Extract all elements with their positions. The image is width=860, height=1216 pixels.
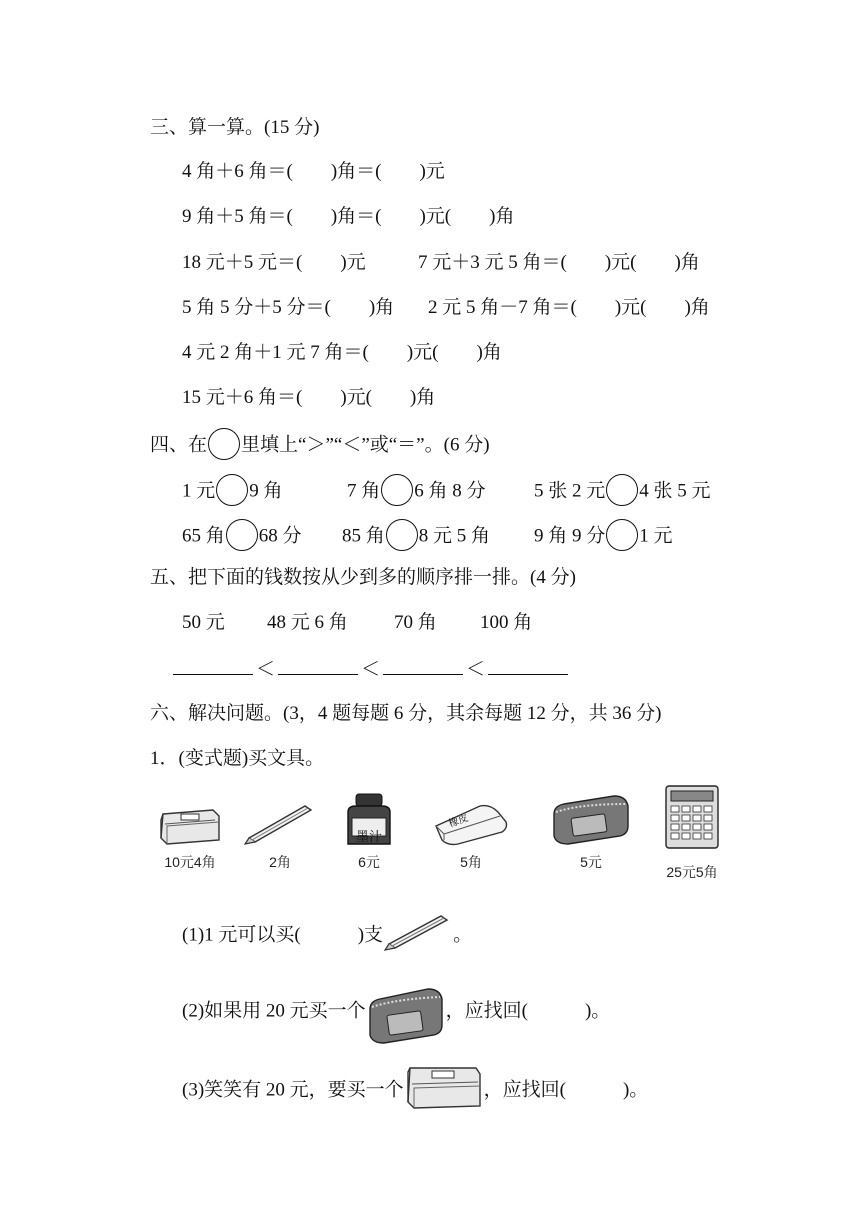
calculator-icon <box>660 784 724 850</box>
section-4-title-a: 四、在 <box>150 434 208 456</box>
problem-line: 9 角＋5 角＝( )角＝( )元( )角 <box>182 206 515 227</box>
order-blanks <box>173 656 568 682</box>
pencil-box-item <box>155 800 225 880</box>
pencil-inline <box>383 912 453 952</box>
compare-item: 65 角 68 分 <box>182 521 302 553</box>
price-label: 5角 <box>460 854 482 870</box>
price-label: 10元4角 <box>164 854 216 870</box>
problem-line: 4 角＋6 角＝( )角＝( )元 <box>182 161 445 182</box>
pencil-item <box>243 800 317 880</box>
compare-item: 9 角 9 分 1 元 <box>534 521 673 553</box>
pencil-box-icon <box>404 1060 484 1114</box>
compare-circle[interactable] <box>606 519 638 551</box>
price-label: 6元 <box>358 854 380 870</box>
problem-line: 5 角 5 分＋5 分＝( )角 <box>182 297 395 318</box>
eraser-label: 橡皮 <box>447 812 470 830</box>
amount: 70 角 <box>394 612 437 633</box>
pencil-box-inline <box>404 1060 484 1114</box>
pencil-box-icon <box>155 800 225 848</box>
compare-circle[interactable] <box>381 474 413 506</box>
compare-circle-icon <box>208 428 240 460</box>
section-4-title <box>150 430 490 462</box>
less-than-sign: ＜ <box>361 659 381 680</box>
compare-item: 7 角 6 角 8 分 <box>347 476 486 508</box>
sub-question-3: (3)笑笑有 20 元，要买一个 ，应找回( )。 <box>182 1064 648 1118</box>
section-3-title: 三、算一算。(15 分) <box>150 117 320 138</box>
section-5-title: 五、把下面的钱数按从少到多的顺序排一排。(4 分) <box>150 567 576 588</box>
pencil-case-inline <box>366 985 446 1047</box>
compare-item: 5 张 2 元 4 张 5 元 <box>534 476 711 508</box>
section-4-title-b: 里填上“＞”“＜”或“＝”。(6 分) <box>241 434 490 456</box>
problem-line: 15 元＋6 角＝( )元( )角 <box>182 387 436 408</box>
pencil-case-item <box>550 792 632 880</box>
calculator-item <box>660 784 724 880</box>
problem-line: 18 元＋5 元＝( )元 <box>182 252 366 273</box>
price-label: 25元5角 <box>666 864 718 880</box>
problem-line: 4 元 2 角＋1 元 7 角＝( )元( )角 <box>182 342 502 363</box>
less-than-sign: ＜ <box>466 659 486 680</box>
compare-circle[interactable] <box>216 474 248 506</box>
pencil-case-icon <box>550 792 632 848</box>
amount: 48 元 6 角 <box>267 612 348 633</box>
problem-line: 7 元＋3 元 5 角＝( )元( )角 <box>418 252 700 273</box>
less-than-sign: ＜ <box>256 659 276 680</box>
compare-circle[interactable] <box>606 474 638 506</box>
compare-circle[interactable] <box>226 519 258 551</box>
amount: 50 元 <box>182 612 225 633</box>
amount: 100 角 <box>480 612 533 633</box>
problem-line: 2 元 5 角－7 角＝( )元( )角 <box>428 297 710 318</box>
answer-blank[interactable] <box>488 656 568 675</box>
price-label: 2角 <box>269 854 291 870</box>
pencil-case-icon <box>366 985 446 1047</box>
sub-question-2: (2)如果用 20 元买一个 ，应找回( )。 <box>182 981 610 1043</box>
eraser-item <box>430 800 512 880</box>
pencil-icon <box>243 800 317 848</box>
compare-item: 85 角 8 元 5 角 <box>342 521 490 553</box>
ink-label: 墨汁 <box>355 830 382 845</box>
compare-circle[interactable] <box>386 519 418 551</box>
sub-question-1: (1)1 元可以买( )支 。 <box>182 916 472 956</box>
ink-bottle-item <box>334 792 404 880</box>
answer-blank[interactable] <box>278 656 358 675</box>
answer-blank[interactable] <box>383 656 463 675</box>
question-1-title: 1．(变式题)买文具。 <box>150 748 325 769</box>
eraser-icon <box>430 800 512 848</box>
answer-blank[interactable] <box>173 656 253 675</box>
compare-item: 1 元 9 角 <box>182 476 283 508</box>
pencil-icon <box>383 912 453 952</box>
section-6-title: 六、解决问题。(3，4 题每题 6 分，其余每题 12 分，共 36 分) <box>150 703 662 724</box>
price-label: 5元 <box>580 854 602 870</box>
